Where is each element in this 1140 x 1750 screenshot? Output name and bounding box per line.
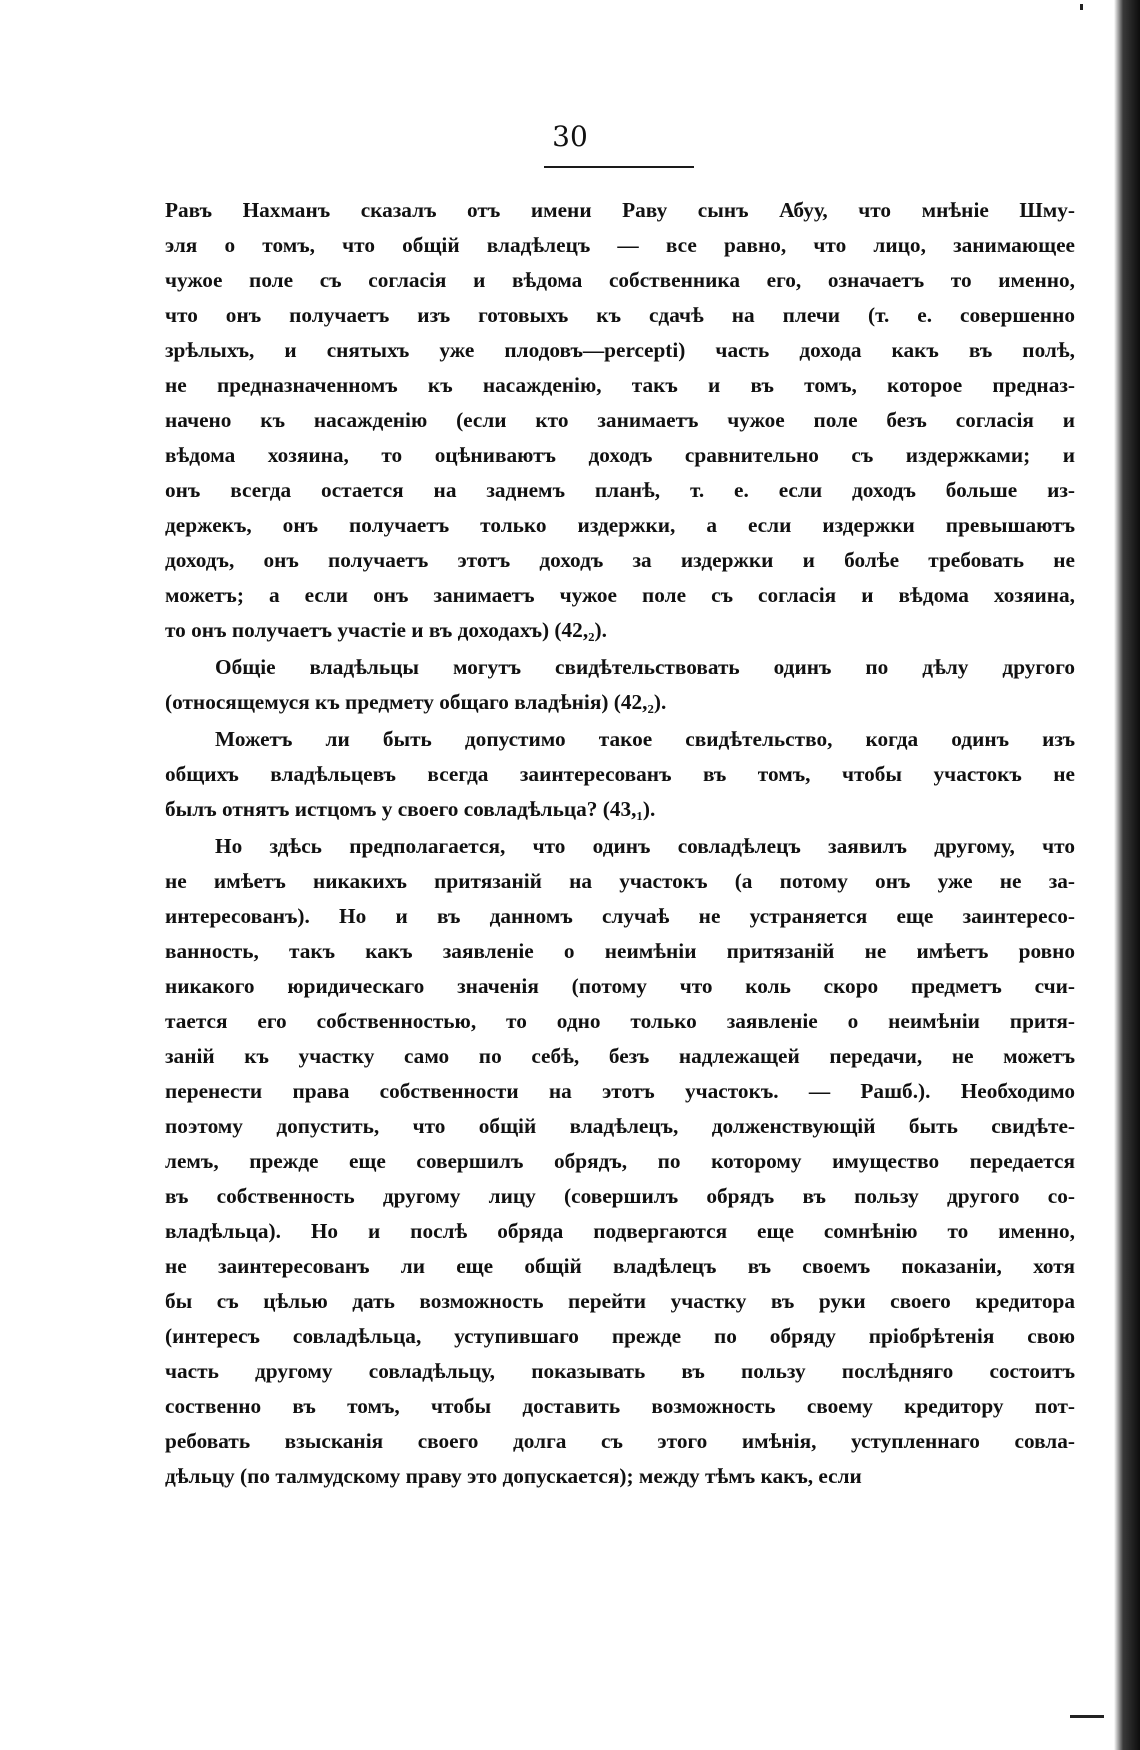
text-line: часть другому совладѣльцу, показывать въ пользу послѣдняго состоитъ (165, 1359, 1075, 1383)
text-line: эля о томъ, что общій владѣлецъ — все равно, что лицо, занимающее (165, 233, 1075, 257)
text-line: лемъ, прежде еще совершилъ обрядъ, по которому имущество передается (165, 1149, 1075, 1173)
text-line: тается его собственностью, то одно только заявленіе о неимѣніи притя- (165, 1009, 1075, 1033)
paragraph (165, 650, 1075, 720)
scan-speck (1070, 1715, 1104, 1718)
text-line: ванность, такъ какъ заявленіе о неимѣніи притязаній не имѣетъ ровно (165, 939, 1075, 963)
text-line: Можетъ ли быть допустимо такое свидѣтельство, когда одинъ изъ (215, 727, 1075, 751)
text-line: начено къ насажденію (если кто занимаетъ чужое поле безъ согласія и (165, 408, 1075, 432)
text-line: Равъ Нахманъ сказалъ отъ имени Раву сынъ Абуу, что мнѣніе Шму- (165, 198, 1075, 222)
text-line: что онъ получаетъ изъ готовыхъ къ сдачѣ на плечи (т. е. совершенно (165, 303, 1075, 327)
paragraph (165, 722, 1075, 827)
text-line: никакого юридическаго значенія (потому что коль скоро предметъ счи- (165, 974, 1075, 998)
text-line: то онъ получаетъ участіе и въ доходахъ) (42,₂). (165, 618, 607, 642)
text-line: заній къ участку само по себѣ, безъ надлежащей передачи, не можетъ (165, 1044, 1075, 1068)
text-line: не имѣетъ никакихъ притязаній на участокъ (а потому онъ уже не за- (165, 869, 1075, 893)
text-line: не заинтересованъ ли еще общій владѣлецъ въ своемъ показаніи, хотя (165, 1254, 1075, 1278)
paragraph (165, 193, 1075, 648)
text-line: онъ всегда остается на заднемъ планѣ, т. е. если доходъ больше из- (165, 478, 1075, 502)
header-rule (544, 166, 694, 168)
text-line: поэтому допустить, что общій владѣлецъ, долженствующій быть свидѣте- (165, 1114, 1075, 1138)
page-number: 30 (552, 120, 588, 153)
text-line: былъ отнятъ истцомъ у своего совладѣльца? (43,₁). (165, 797, 656, 821)
text-line: доходъ, онъ получаетъ этотъ доходъ за издержки и болѣе требовать не (165, 548, 1075, 572)
text-line: чужое поле съ согласія и вѣдома собственника его, означаетъ то именно, (165, 268, 1075, 292)
text-line: Но здѣсь предполагается, что одинъ совладѣлецъ заявилъ другому, что (215, 834, 1075, 858)
text-line: можетъ; а если онъ занимаетъ чужое поле съ согласія и вѣдома хозяина, (165, 583, 1075, 607)
text-line: не предназначенномъ къ насажденію, такъ и въ томъ, которое предназ- (165, 373, 1075, 397)
text-line: перенести права собственности на этотъ участокъ. — Рашб.). Необходимо (165, 1079, 1075, 1103)
text-line: держекъ, онъ получаетъ только издержки, а если издержки превышаютъ (165, 513, 1075, 537)
text-line: интересованъ). Но и въ данномъ случаѣ не устраняется еще заинтересо- (165, 904, 1075, 928)
text-line: владѣльца). Но и послѣ обряда подвергаются еще сомнѣнію то именно, (165, 1219, 1075, 1243)
text-line: ребовать взысканія своего долга съ этого имѣнія, уступленнаго совла- (165, 1429, 1075, 1453)
text-line: вѣдома хозяина, то оцѣниваютъ доходъ сравнительно съ издержками; и (165, 443, 1075, 467)
text-line: Общіе владѣльцы могутъ свидѣтельствовать одинъ по дѣлу другого (215, 655, 1075, 679)
text-line: (интересъ совладѣльца, уступившаго прежде по обряду пріобрѣтенія свою (165, 1324, 1075, 1348)
scan-speck (1080, 4, 1083, 10)
paragraph (165, 829, 1075, 1494)
text-line: соственно въ томъ, чтобы доставить возможность своему кредитору пот- (165, 1394, 1075, 1418)
text-line: бы съ цѣлью дать возможность перейти участку въ руки своего кредитора (165, 1289, 1075, 1313)
text-line: общихъ владѣльцевъ всегда заинтересованъ въ томъ, чтобы участокъ не (165, 762, 1075, 786)
page-edge-shadow (1114, 0, 1140, 1750)
page-body-text (165, 193, 1075, 1494)
text-line: зрѣлыхъ, и снятыхъ уже плодовъ—percepti) часть дохода какъ въ полѣ, (165, 338, 1075, 362)
text-line: дѣльцу (по талмудскому праву это допускается); между тѣмъ какъ, если (165, 1464, 862, 1488)
text-line: (относящемуся къ предмету общаго владѣнія) (42,₂). (165, 690, 667, 714)
text-line: въ собственность другому лицу (совершилъ обрядъ въ пользу другого со- (165, 1184, 1075, 1208)
